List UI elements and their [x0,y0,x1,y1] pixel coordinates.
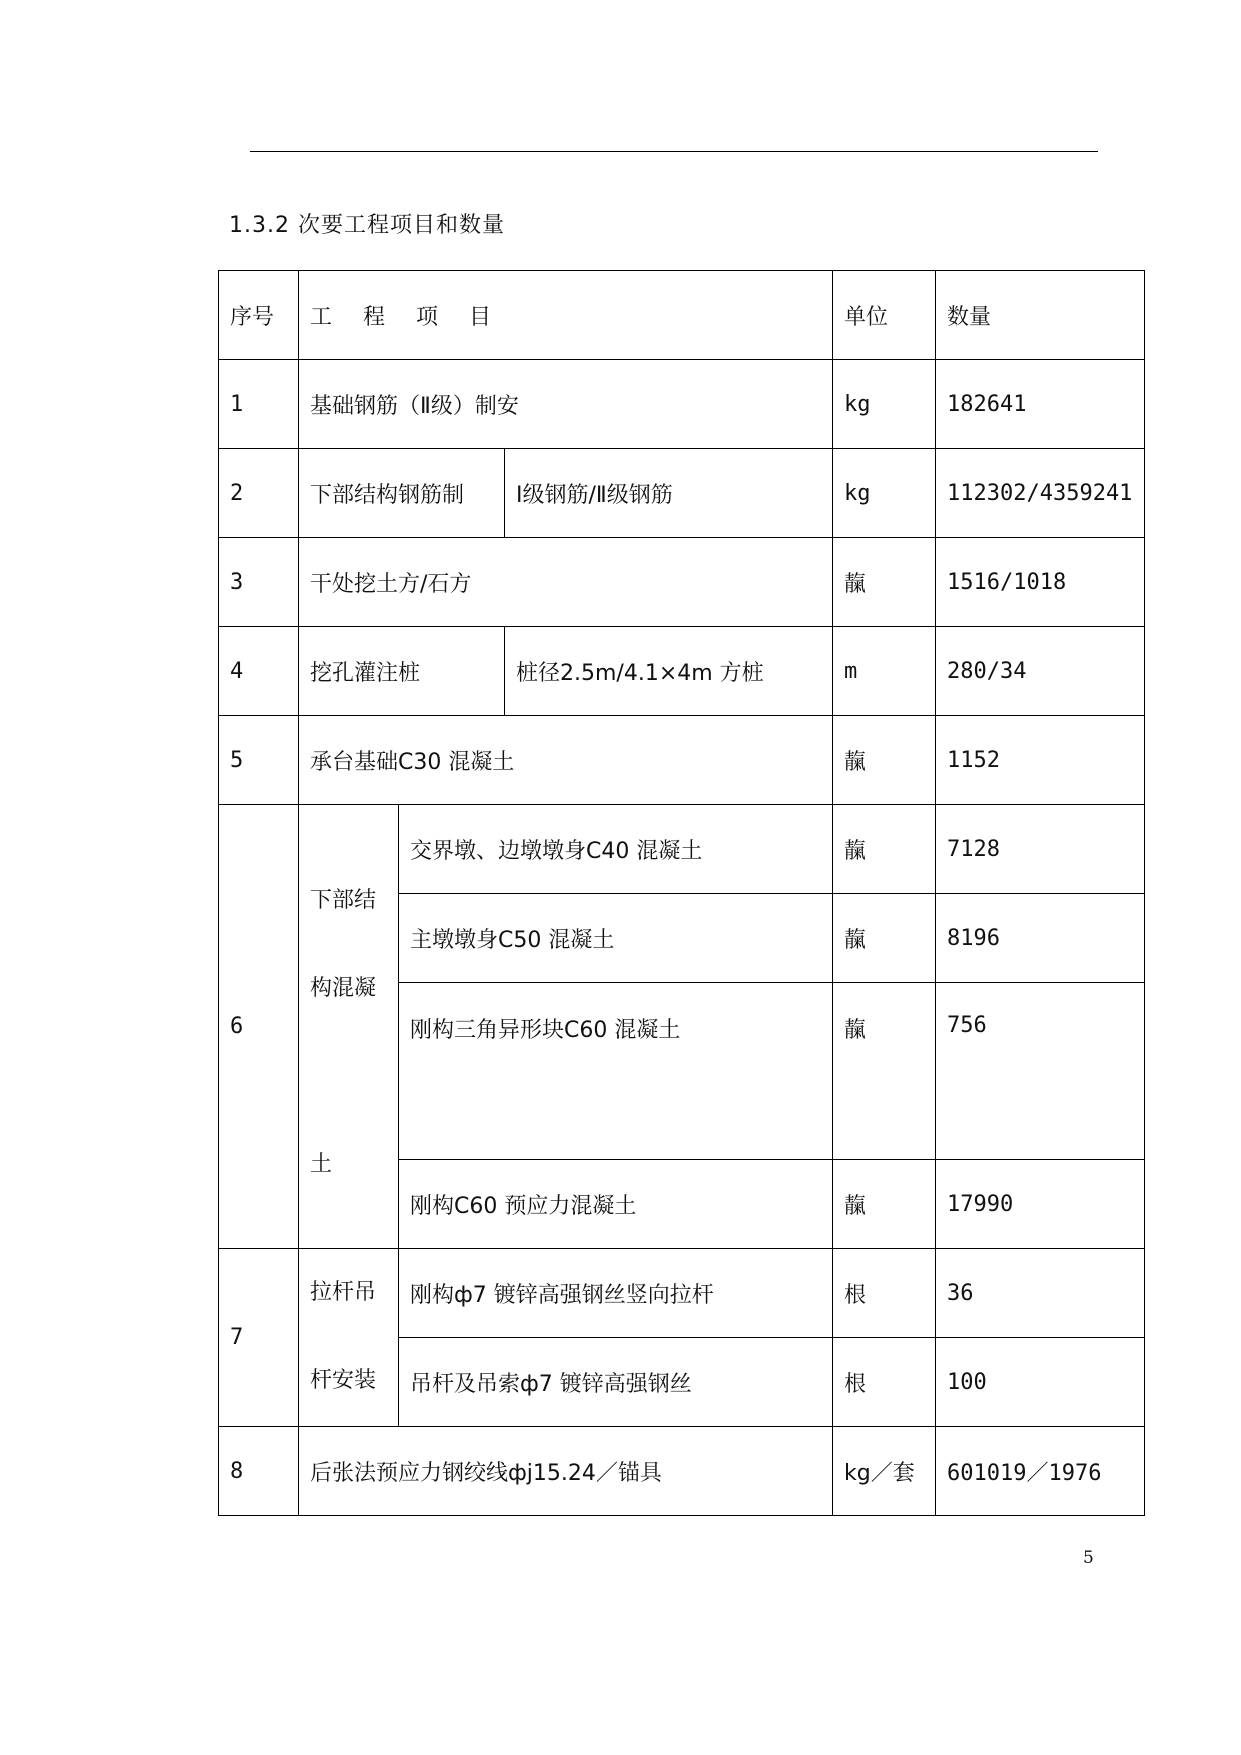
row-unit: 靝 [833,1160,936,1249]
sub-item: 主墩墩身C50 混凝土 [399,894,833,983]
row-seq: 7 [219,1249,299,1427]
row-unit: m [833,627,936,716]
row-item: 挖孔灌注桩 [299,627,505,716]
table-row [219,805,1145,894]
table-row [219,1427,1145,1516]
row-detail: Ⅰ级钢筋/Ⅱ级钢筋 [505,449,833,538]
header-rule [250,151,1098,152]
row-item: 下部结构钢筋制 [299,449,505,538]
table-row [219,716,1145,805]
group-label-line: 土 [310,1152,333,1177]
table-header-row [219,271,1145,360]
header-qty: 数量 [936,271,1145,360]
row-qty: 8196 [936,894,1145,983]
row-unit: 靝 [833,805,936,894]
row-seq: 6 [219,805,299,1249]
row-unit: 根 [833,1249,936,1338]
table-row [219,449,1145,538]
row-qty: 1152 [936,716,1145,805]
row-item: 基础钢筋（Ⅱ级）制安 [299,360,833,449]
row-unit: 靝 [833,894,936,983]
group-label-line: 拉杆吊 [310,1280,377,1305]
page-number: 5 [1083,1548,1094,1568]
row-unit: 靝 [833,538,936,627]
row-seq: 4 [219,627,299,716]
row-detail: 桩径2.5m/4.1×4m 方桩 [505,627,833,716]
row-item: 承台基础C30 混凝土 [299,716,833,805]
table-row [219,1249,1145,1338]
row-qty: 100 [936,1338,1145,1427]
row-qty: 36 [936,1249,1145,1338]
row-item: 后张法预应力钢绞线фj15.24／锚具 [299,1427,833,1516]
row-qty: 7128 [936,805,1145,894]
sub-item: 刚构三角异形块C60 混凝土 [399,983,833,1160]
row-qty: 182641 [936,360,1145,449]
table-row [219,627,1145,716]
row-item: 干处挖土方/石方 [299,538,833,627]
row-qty: 17990 [936,1160,1145,1249]
row-unit: kg [833,449,936,538]
group-label-line: 下部结 [310,888,377,913]
header-item: 工 程 项 目 [299,271,833,360]
row-qty: 112302/4359241 [936,449,1145,538]
header-seq: 序号 [219,271,299,360]
row-unit: 根 [833,1338,936,1427]
sub-item: 交界墩、边墩墩身C40 混凝土 [399,805,833,894]
row-qty: 601019／1976 [936,1427,1145,1516]
row-seq: 8 [219,1427,299,1516]
row-seq: 3 [219,538,299,627]
row-seq: 1 [219,360,299,449]
row-unit: kg [833,360,936,449]
group-label-line: 杆安装 [310,1368,377,1393]
row-unit: 靝 [833,716,936,805]
row-seq: 2 [219,449,299,538]
row-qty: 1516/1018 [936,538,1145,627]
group-label [299,1249,399,1427]
table-row [219,538,1145,627]
sub-item: 吊杆及吊索ф7 镀锌高强钢丝 [399,1338,833,1427]
row-unit: 靝 [833,983,936,1160]
row-qty: 756 [936,983,1145,1160]
group-label [299,805,399,1249]
row-qty: 280/34 [936,627,1145,716]
sub-item: 刚构C60 预应力混凝土 [399,1160,833,1249]
section-heading: 1.3.2 次要工程项目和数量 [229,213,505,238]
row-unit: kg／套 [833,1427,936,1516]
header-unit: 单位 [833,271,936,360]
group-label-line: 构混凝 [310,976,377,1001]
row-seq: 5 [219,716,299,805]
sub-item: 刚构ф7 镀锌高强钢丝竖向拉杆 [399,1249,833,1338]
quantities-table [218,270,1145,1516]
table-row [219,360,1145,449]
